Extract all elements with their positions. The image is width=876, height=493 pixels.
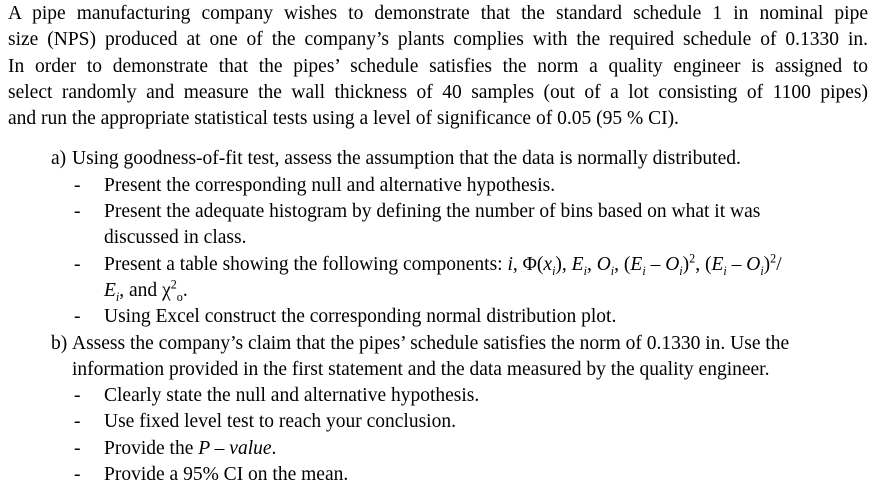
part-a-marker: a) (51, 148, 67, 170)
list-item (8, 383, 868, 409)
part-a-text: Using goodness-of-fit test, assess the assumption that the data is normally distributed. (72, 148, 741, 170)
part-b-bullets (8, 383, 868, 488)
dash-marker: - (74, 174, 81, 196)
part-a (8, 146, 868, 330)
bullet-text: Use fixed level test to reach your conclusion. (104, 411, 456, 433)
dash-marker: - (74, 385, 81, 407)
list-item (8, 252, 868, 305)
intro-line: A pipe manufacturing company wishes to demonstrate that the standard schedule 1 in nominal pipe (8, 3, 868, 24)
list-item (8, 199, 868, 252)
list-item (8, 462, 868, 488)
part-b-text: Assess the company’s claim that the pipes’ schedule satisfies the norm of 0.1330 in. Use the (72, 332, 790, 354)
list-item (8, 173, 868, 199)
bullet-text: discussed in class. (104, 227, 247, 249)
dash-marker: - (74, 306, 81, 328)
list-item (8, 409, 868, 435)
dash-marker: - (74, 464, 81, 486)
dash-marker: - (74, 411, 81, 433)
components-line: Present a table showing the following components: i, $\Phi(x_i)$, $E_i$, $O_i$, $(E_i - O_i)^2$, $(E_i - O_i)^2/$ (104, 251, 782, 278)
intro-paragraph (8, 1, 868, 132)
dash-marker: - (74, 201, 81, 223)
chi-symbol: χ (162, 279, 171, 301)
bullet-text: Provide a 95% CI on the mean. (104, 464, 349, 486)
bullet-text: Using Excel construct the corresponding normal distribution plot. (104, 306, 617, 328)
part-b-text: information provided in the first statement and the data measured by the quality engineer. (72, 358, 770, 380)
dash-marker: - (74, 437, 81, 459)
bullet-text: Present the corresponding null and alternative hypothesis. (104, 174, 556, 196)
list-item (8, 304, 868, 330)
intro-line: select randomly and measure the wall thickness of 40 samples (out of a lot consisting of 1100 pipes) (8, 81, 868, 103)
components-line: $E_i$, and $\chi^2_o$. (104, 277, 188, 304)
bullet-text: Present the adequate histogram by defining the number of bins based on what it was (104, 201, 761, 223)
intro-line: In order to demonstrate that the pipes’ schedule satisfies the norm a quality engineer is assigned to (8, 55, 868, 77)
bullet-text: Clearly state the null and alternative hypothesis. (104, 385, 480, 407)
bullet-text: Provide the P – value. (104, 437, 277, 459)
part-a-bullets (8, 173, 868, 331)
intro-line: size (NPS) produced at one of the company’s plants complies with the required schedule of 0.1330 in. (8, 29, 868, 51)
part-b (8, 331, 868, 489)
dash-marker: - (74, 253, 81, 275)
part-b-marker: b) (51, 332, 68, 354)
intro-line: and run the appropriate statistical tests using a level of significance of 0.05 (95 % CI). (8, 108, 679, 130)
list-item (8, 436, 868, 462)
